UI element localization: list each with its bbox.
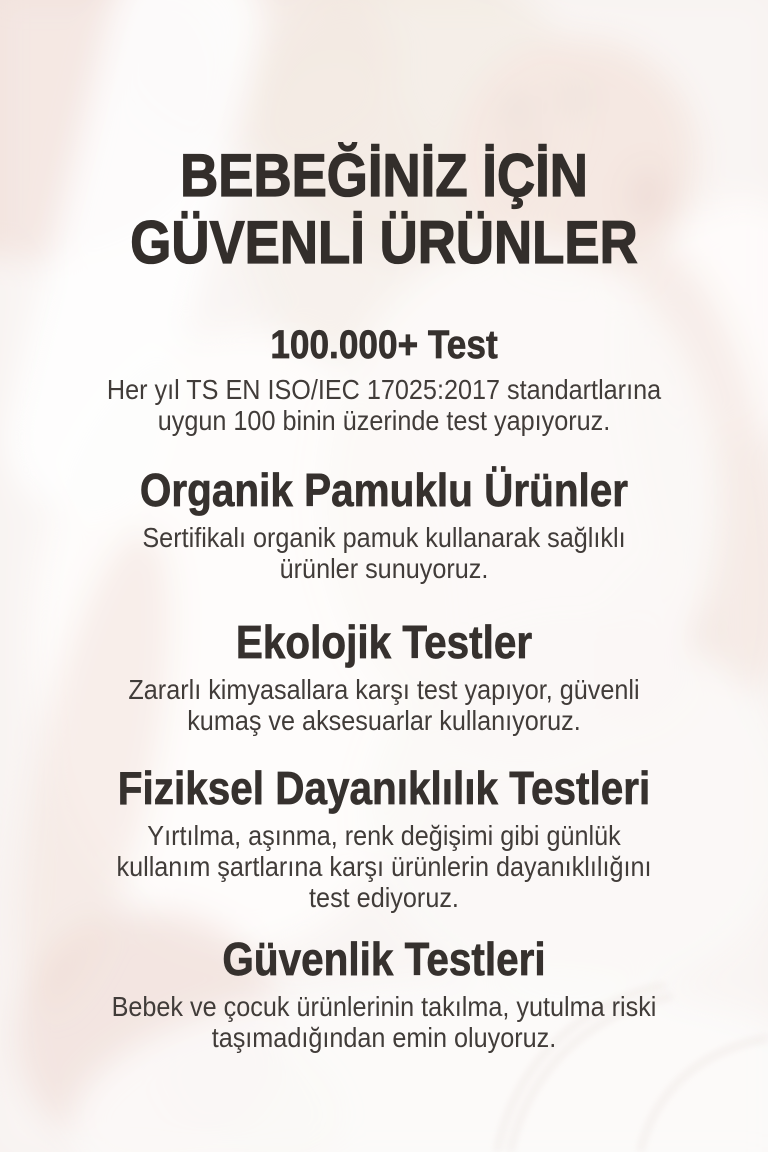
body-line: ürünler sunuyoruz. — [279, 553, 489, 584]
section-safety-tests-heading: Güvenlik Testleri — [222, 933, 546, 985]
section-physical-durability-tests-body — [38, 820, 729, 913]
body-line: kullanım şartlarına karşı ürünlerin dayanıklılığını — [116, 851, 652, 882]
body-line: kumaş ve aksesuarlar kullanıyoruz. — [187, 705, 581, 736]
body-line: Sertifikalı organik pamuk kullanarak sağlıklı — [142, 522, 626, 553]
section-100k-tests-heading: 100.000+ Test — [270, 323, 498, 367]
body-line: Her yıl TS EN ISO/IEC 17025:2017 standartlarına — [106, 374, 662, 405]
body-line: Bebek ve çocuk ürünlerinin takılma, yutulma riski — [111, 991, 657, 1022]
body-line: taşımadığından emin oluyoruz. — [211, 1022, 557, 1053]
body-line: Yırtılma, aşınma, renk değişimi gibi günlük — [147, 820, 621, 851]
page-title-line-2: GÜVENLİ ÜRÜNLER — [130, 209, 638, 276]
section-physical-durability-tests — [0, 760, 768, 913]
section-ecological-tests — [0, 614, 768, 736]
section-ecological-tests-body — [38, 674, 729, 736]
body-line: uygun 100 binin üzerinde test yapıyoruz. — [157, 405, 611, 436]
section-physical-durability-tests-heading: Fiziksel Dayanıklılık Testleri — [117, 762, 651, 814]
section-organic-cotton — [0, 462, 768, 584]
section-ecological-tests-heading: Ekolojik Testler — [235, 616, 533, 668]
page-title — [46, 142, 722, 276]
page-title-line-1: BEBEĞİNİZ İÇİN — [180, 142, 588, 209]
section-organic-cotton-heading: Organik Pamuklu Ürünler — [139, 464, 629, 516]
body-line: Zararlı kimyasallara karşı test yapıyor, güvenli — [128, 674, 640, 705]
section-safety-tests — [0, 931, 768, 1053]
section-100k-tests-body — [38, 374, 729, 436]
section-safety-tests-body — [38, 991, 729, 1053]
body-line: test ediyoruz. — [309, 882, 459, 913]
section-organic-cotton-body — [38, 522, 729, 584]
section-100k-tests — [0, 320, 768, 436]
